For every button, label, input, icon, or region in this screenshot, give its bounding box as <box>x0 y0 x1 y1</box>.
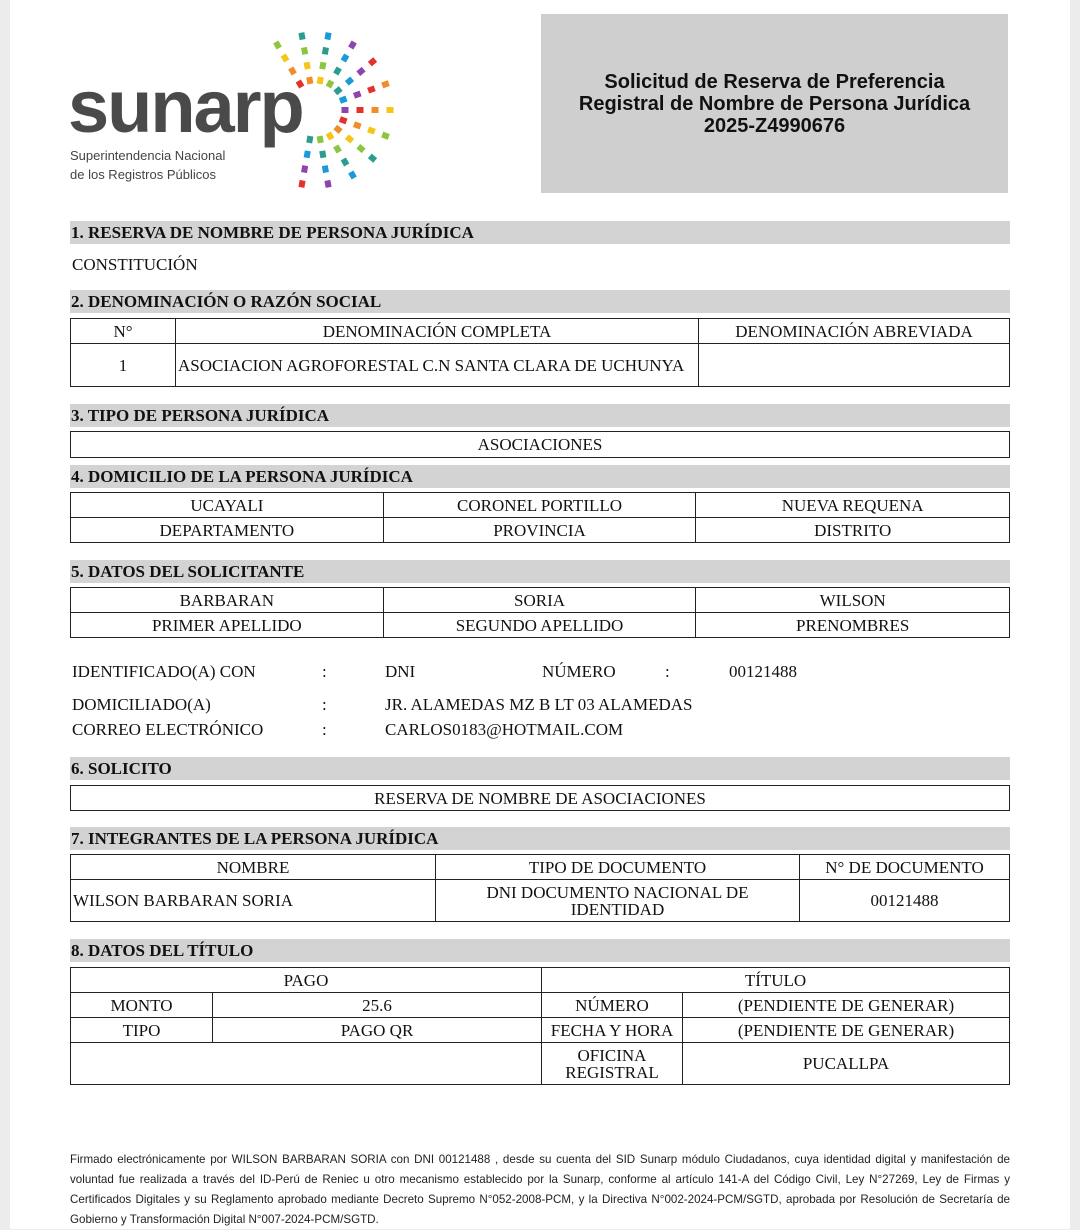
logo-ray-mark <box>367 85 376 93</box>
applicant-table <box>70 587 1010 638</box>
section-4-heading: 4. DOMICILIO DE LA PERSONA JURÍDICA <box>70 465 1010 488</box>
logo-ray-mark <box>372 107 379 113</box>
district-label: DISTRITO <box>696 518 1010 543</box>
section-3-heading: 3. TIPO DE PERSONA JURÍDICA <box>70 404 1010 427</box>
logo-ray-mark <box>333 86 342 95</box>
department-label: DEPARTAMENTO <box>71 518 384 543</box>
logo-ray-mark <box>319 150 326 158</box>
logo-ray-mark <box>339 96 348 104</box>
section-8-heading: 8. DATOS DEL TÍTULO <box>70 939 1010 962</box>
logo-ray-mark <box>367 126 376 134</box>
logo-ray-mark <box>356 144 365 153</box>
section-5-heading: 5. DATOS DEL SOLICITANTE <box>70 560 1010 583</box>
logo-ray-mark <box>381 132 390 140</box>
amount-label: MONTO <box>71 993 213 1018</box>
entity-type-value: ASOCIACIONES <box>71 432 1010 458</box>
reservation-type-value: CONSTITUCIÓN <box>72 255 198 274</box>
logo-ray-mark <box>326 79 335 88</box>
logo-ray-mark <box>304 150 311 158</box>
title-data-table <box>70 967 1010 1085</box>
given-names-label: PRENOMBRES <box>696 613 1010 638</box>
logo-ray-mark <box>326 131 335 140</box>
logo-ray-mark <box>348 40 357 49</box>
province-label: PROVINCIA <box>383 518 696 543</box>
member-name: WILSON BARBARAN SORIA <box>71 880 436 922</box>
empty-cell <box>71 1043 542 1085</box>
denomination-number: 1 <box>71 344 176 387</box>
department-value: UCAYALI <box>71 493 384 518</box>
col-header-full-name: DENOMINACIÓN COMPLETA <box>176 319 699 344</box>
logo-ray-mark <box>317 77 324 85</box>
logo-ray-mark <box>357 107 364 113</box>
logo-ray-mark <box>324 180 331 188</box>
section-7-heading: 7. INTEGRANTES DE LA PERSONA JURÍDICA <box>70 827 1010 850</box>
payment-type-value: PAGO QR <box>213 1018 542 1043</box>
logo-ray-mark <box>381 80 390 88</box>
id-label: IDENTIFICADO(A) CON <box>72 662 256 681</box>
logo-subtitle-line1: Superintendencia Nacional <box>70 148 226 163</box>
logo-ray-mark <box>298 180 305 188</box>
logo-ray-mark <box>333 66 342 75</box>
title-number-label: NÚMERO <box>542 993 683 1018</box>
logo-ray-mark <box>387 107 394 113</box>
logo-ray-mark <box>319 62 326 70</box>
table-row <box>71 880 1010 922</box>
table-row <box>71 344 1010 387</box>
logo-ray-mark <box>342 107 349 113</box>
logo-ray-mark <box>281 53 290 62</box>
member-document-type: DNI DOCUMENTO NACIONAL DE IDENTIDAD <box>436 880 800 922</box>
colon: : <box>665 662 670 681</box>
request-title-line2: Registral de Nombre de Persona Jurídica <box>578 92 971 115</box>
logo-ray-mark <box>333 144 342 153</box>
logo-ray-mark <box>304 62 311 70</box>
logo-ray-mark <box>341 53 350 62</box>
logo-ray-mark <box>301 165 308 173</box>
request-number: 2025-Z4990676 <box>703 114 846 137</box>
col-header-number: N° <box>71 319 176 344</box>
registry-office-label: OFICINA REGISTRAL <box>542 1043 683 1085</box>
denomination-abbreviated <box>699 344 1010 387</box>
title-header: TÍTULO <box>542 968 1010 993</box>
logo-ray-mark <box>273 40 282 49</box>
logo-ray-mark <box>339 116 348 124</box>
col-header-name: NOMBRE <box>71 855 436 880</box>
logo-subtitle-line2: de los Registros Públicos <box>70 167 216 182</box>
logo-ray-mark <box>317 136 324 144</box>
logo-ray-mark <box>306 77 313 85</box>
member-document-number: 00121488 <box>800 880 1010 922</box>
amount-value: 25.6 <box>213 993 542 1018</box>
request-table <box>70 785 1010 811</box>
address-label: DOMICILIADO(A) <box>72 695 211 714</box>
logo-ray-mark <box>345 134 354 143</box>
electronic-signature-note: Firmado electrónicamente por WILSON BARBARAN SORIA con DNI 00121488 , desde su cuenta del SID Sunarp módulo Ciudadanos, cuya identidad digital y manifestación de voluntad fue realizada a través del ID-Perú de Reniec u otro mecanismo establecido por la Sunarp, conforme al artículo 141-A del Código Civil, Ley N°27269, Ley de Firmas y Certificados Digitales y su Reglamento aprobado mediante Decreto Supremo N°052-2008-PCM, y la Directiva N°002-2024-PCM/SGTD, aprobada por Resolución de Secretaría de Gobierno y Transformación Digital N°007-2024-PCM/SGTD. <box>70 1153 1010 1226</box>
request-title-box <box>541 14 1008 193</box>
payment-header: PAGO <box>71 968 542 993</box>
date-time-label: FECHA Y HORA <box>542 1018 683 1043</box>
second-surname-label: SEGUNDO APELLIDO <box>383 613 696 638</box>
province-value: CORONEL PORTILLO <box>383 493 696 518</box>
logo-ray-mark <box>356 67 365 76</box>
col-header-document-number: N° DE DOCUMENTO <box>800 855 1010 880</box>
request-value: RESERVA DE NOMBRE DE ASOCIACIONES <box>71 786 1010 811</box>
col-header-document-type: TIPO DE DOCUMENTO <box>436 855 800 880</box>
logo-wordmark: sunarp <box>68 65 303 148</box>
logo-ray-mark <box>322 47 329 55</box>
registry-office-value: PUCALLPA <box>683 1043 1010 1085</box>
col-header-abbreviated-name: DENOMINACIÓN ABREVIADA <box>699 319 1010 344</box>
colon: : <box>322 720 327 739</box>
section-6-heading: 6. SOLICITO <box>70 757 1010 780</box>
email-value: CARLOS0183@HOTMAIL.COM <box>385 720 624 739</box>
district-value: NUEVA REQUENA <box>696 493 1010 518</box>
logo-ray-mark <box>348 170 357 179</box>
first-surname-label: PRIMER APELLIDO <box>71 613 384 638</box>
request-title-line1: Solicitud de Reserva de Preferencia <box>604 70 945 93</box>
payment-type-label: TIPO <box>71 1018 213 1043</box>
title-number-value: (PENDIENTE DE GENERAR) <box>683 993 1010 1018</box>
colon: : <box>322 662 327 681</box>
id-number-label: NÚMERO <box>542 662 616 681</box>
given-names-value: WILSON <box>696 588 1010 613</box>
logo-ray-mark <box>301 47 308 55</box>
colon: : <box>322 695 327 714</box>
denomination-table <box>70 318 1010 387</box>
entity-type-table <box>70 431 1010 458</box>
first-surname-value: BARBARAN <box>71 588 384 613</box>
logo-ray-mark <box>306 136 313 144</box>
domicile-table <box>70 492 1010 543</box>
logo-ray-mark <box>333 125 342 134</box>
logo-ray-mark <box>353 91 362 99</box>
members-table <box>70 854 1010 922</box>
section-2-heading: 2. DENOMINACIÓN O RAZÓN SOCIAL <box>70 290 1010 313</box>
logo-ray-mark <box>324 32 331 40</box>
id-type-value: DNI <box>385 662 416 681</box>
denomination-full: ASOCIACION AGROFORESTAL C.N SANTA CLARA DE UCHUNYA <box>176 344 699 387</box>
logo-ray-mark <box>368 154 377 163</box>
logo-ray-mark <box>368 57 377 66</box>
section-1-heading: 1. RESERVA DE NOMBRE DE PERSONA JURÍDICA <box>70 221 1010 244</box>
second-surname-value: SORIA <box>383 588 696 613</box>
id-number-value: 00121488 <box>729 662 797 681</box>
date-time-value: (PENDIENTE DE GENERAR) <box>683 1018 1010 1043</box>
address-value: JR. ALAMEDAS MZ B LT 03 ALAMEDAS <box>385 695 693 714</box>
logo-ray-mark <box>322 165 329 173</box>
logo-ray-mark <box>298 32 305 40</box>
logo-ray-mark <box>341 157 350 166</box>
logo-ray-mark <box>353 121 362 129</box>
email-label: CORREO ELECTRÓNICO <box>72 720 264 739</box>
logo-ray-mark <box>345 77 354 86</box>
